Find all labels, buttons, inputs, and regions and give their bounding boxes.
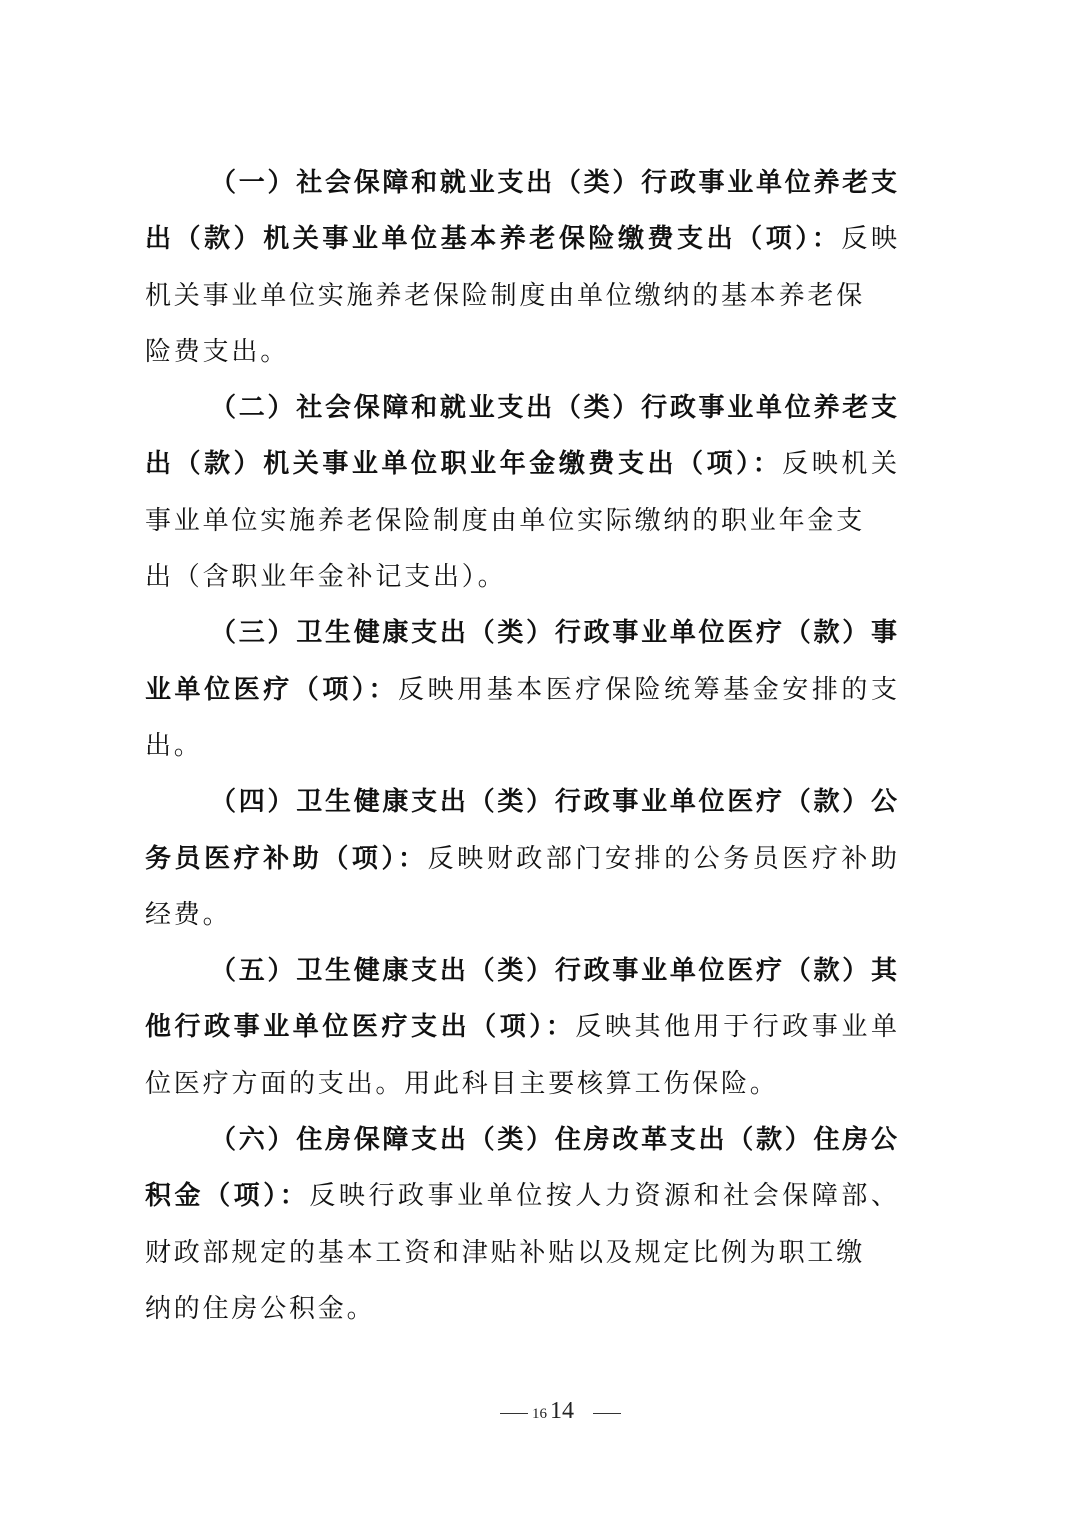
item-description-text: 反映行政事业单位按人力资源和社会保障部、 — [309, 1181, 897, 1212]
page-footer — [500, 1398, 621, 1425]
item-heading-text: 出（款）机关事业单位基本养老保险缴费支出（项）： — [145, 224, 842, 255]
item-description-text: 反映机关 — [782, 449, 897, 480]
item-heading-text: 务员医疗补助（项）： — [145, 843, 428, 874]
text-line — [145, 155, 897, 211]
document-body — [145, 155, 897, 1337]
item-description-text: 经费。 — [145, 899, 232, 930]
text-line — [145, 831, 897, 887]
page-number: 14 — [550, 1398, 574, 1424]
item-description-text: 险费支出。 — [145, 336, 290, 367]
text-line — [145, 549, 897, 605]
item-heading-text: （二）社会保障和就业支出（类）行政事业单位养老支 — [210, 393, 897, 424]
page-number-overlay: 16 — [532, 1406, 547, 1422]
item-description-text: 反映 — [841, 224, 897, 255]
paragraph — [145, 380, 897, 605]
text-line — [145, 380, 897, 436]
text-line — [145, 436, 897, 492]
item-description-text: 出。 — [145, 730, 203, 761]
item-heading-text: 出（款）机关事业单位职业年金缴费支出（项）： — [145, 449, 783, 480]
item-heading-text: 他行政事业单位医疗支出（项）： — [145, 1012, 576, 1043]
text-line — [145, 211, 897, 267]
text-line — [145, 999, 897, 1055]
text-line — [145, 662, 897, 718]
item-description-text: 反映用基本医疗保险统筹基金安排的支 — [398, 674, 897, 705]
item-heading-text: （六）住房保障支出（类）住房改革支出（款）住房公 — [210, 1125, 897, 1156]
paragraph — [145, 155, 897, 380]
item-description-text: 机关事业单位实施养老保险制度由单位缴纳的基本养老保 — [145, 280, 866, 311]
text-line — [145, 493, 897, 549]
item-description-text: 出（含职业年金补记支出）。 — [145, 562, 507, 593]
text-line — [145, 718, 897, 774]
text-line — [145, 887, 897, 943]
paragraph — [145, 605, 897, 774]
paragraph — [145, 774, 897, 943]
text-line — [145, 605, 897, 661]
text-line — [145, 1168, 897, 1224]
text-line — [145, 324, 897, 380]
text-line — [145, 1056, 897, 1112]
item-heading-text: 积金（项）： — [145, 1181, 310, 1212]
footer-dash-left — [500, 1413, 528, 1414]
item-description-text: 事业单位实施养老保险制度由单位实际缴纳的职业年金支 — [145, 505, 866, 536]
item-heading-text: （四）卫生健康支出（类）行政事业单位医疗（款）公 — [210, 787, 897, 818]
footer-dash-right — [593, 1413, 621, 1414]
text-line — [145, 1225, 897, 1281]
item-heading-text: （一）社会保障和就业支出（类）行政事业单位养老支 — [210, 168, 897, 198]
text-line — [145, 774, 897, 830]
text-line — [145, 943, 897, 999]
item-heading-text: 业单位医疗（项）： — [145, 674, 399, 705]
text-line — [145, 1281, 897, 1337]
item-description-text: 反映财政部门安排的公务员医疗补助 — [427, 843, 897, 874]
item-description-text: 纳的住房公积金。 — [145, 1293, 376, 1324]
item-description-text: 财政部规定的基本工资和津贴补贴以及规定比例为职工缴 — [145, 1237, 866, 1268]
item-description-text: 反映其他用于行政事业单 — [575, 1012, 897, 1043]
paragraph — [145, 943, 897, 1112]
text-line — [145, 268, 897, 324]
item-description-text: 位医疗方面的支出。用此科目主要核算工伤保险。 — [145, 1068, 779, 1099]
text-line — [145, 1112, 897, 1168]
item-heading-text: （三）卫生健康支出（类）行政事业单位医疗（款）事 — [210, 618, 897, 649]
item-heading-text: （五）卫生健康支出（类）行政事业单位医疗（款）其 — [210, 956, 897, 987]
paragraph — [145, 1112, 897, 1337]
